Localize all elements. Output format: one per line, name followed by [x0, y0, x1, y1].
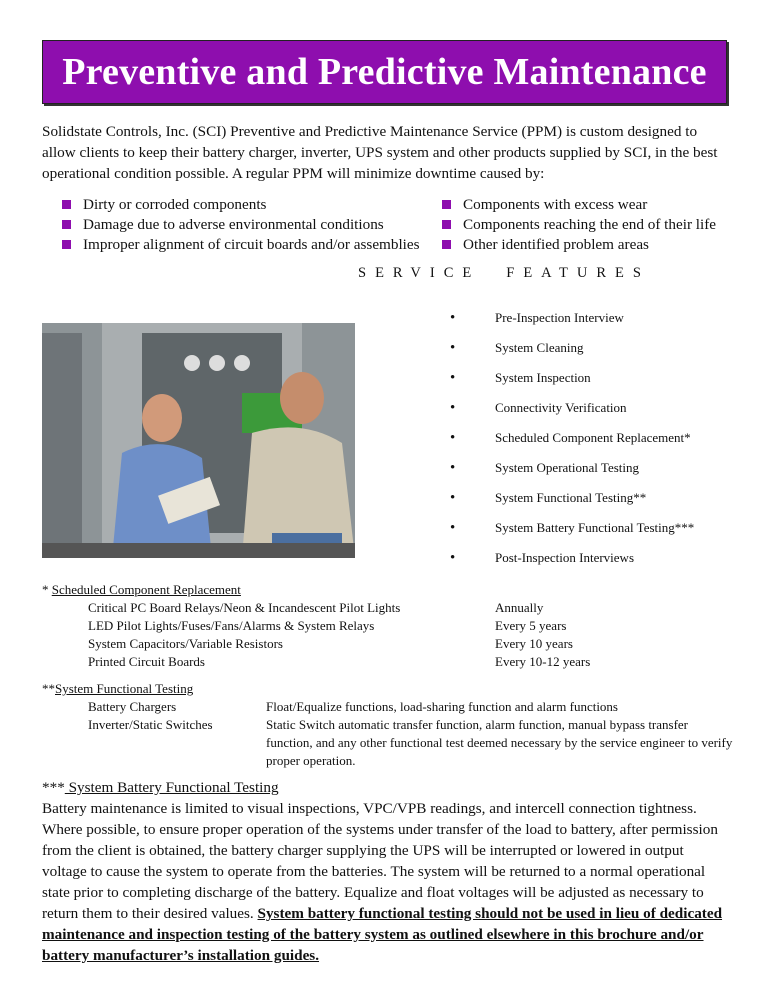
- functional-item: Inverter/Static Switches: [88, 717, 213, 732]
- title-banner: [42, 40, 727, 104]
- footnote-title: Scheduled Component Replacement: [51, 582, 241, 597]
- feature-item: [450, 303, 694, 333]
- battery-heading: [42, 777, 732, 798]
- feature-item: [450, 333, 694, 363]
- heading-word: SERVICE: [358, 265, 481, 281]
- list-item: Damage due to adverse environmental conditions: [60, 215, 420, 235]
- bullet-icon: •: [450, 549, 456, 566]
- component: System Capacitors/Variable Resistors: [88, 636, 283, 651]
- list-item: Improper alignment of circuit boards and/or assemblies: [60, 235, 420, 255]
- heading-word: FEATURES: [506, 265, 650, 281]
- component: LED Pilot Lights/Fuses/Fans/Alarms & System Relays: [88, 618, 375, 633]
- bullet-icon: •: [450, 369, 456, 386]
- feature-label: System Battery Functional Testing***: [495, 520, 695, 535]
- feature-item: [450, 513, 694, 543]
- interval: Every 10 years: [495, 636, 573, 651]
- bullet-icon: •: [450, 309, 456, 326]
- footnote-marker: **: [42, 681, 55, 696]
- replacement-row: [88, 653, 590, 671]
- replacement-row: [88, 635, 590, 653]
- battery-emphasis: System battery functional testing should not be used in lieu of dedicated maintenance and inspection testing of the battery system as outlined elsewhere in this brochure and/or battery manufacturer’s installation guides.: [42, 905, 723, 964]
- replacement-row: [88, 617, 590, 635]
- feature-item: [450, 543, 694, 573]
- bullet-icon: •: [450, 429, 456, 446]
- bullet-icon: •: [450, 519, 456, 536]
- feature-label: Scheduled Component Replacement*: [495, 430, 691, 445]
- causes-list-right: [440, 195, 716, 255]
- battery-body: Battery maintenance is limited to visual inspections, VPC/VPB readings, and intercell connection tightness. Where possible, to ensure proper operation of the systems under transfer of the load to battery, after permission from the client is obtained, the battery charger supplying the UPS will be interrupted or lowered in output voltage to cause the system to operate from the batteries. The system will be returned to a normal operational state prior to completing discharge of the battery. Equalize and float voltages will be adjusted as necessary to return them to their desired values.: [42, 800, 718, 922]
- feature-label: Pre-Inspection Interview: [495, 310, 624, 325]
- bullet-icon: •: [450, 339, 456, 356]
- feature-label: Post-Inspection Interviews: [495, 550, 635, 565]
- replacement-heading: [42, 581, 241, 599]
- interval: Annually: [495, 600, 544, 615]
- page-title: Preventive and Predictive Maintenance: [62, 51, 707, 93]
- footnote-marker: ***: [42, 779, 65, 796]
- bullet-icon: •: [450, 459, 456, 476]
- feature-label: System Functional Testing**: [495, 490, 647, 505]
- technicians-photo: [42, 323, 355, 558]
- replacement-table: [88, 599, 590, 671]
- footnote-title: System Functional Testing: [55, 681, 194, 696]
- interval: Every 10-12 years: [495, 654, 591, 669]
- features-heading: [358, 265, 650, 282]
- feature-label: System Cleaning: [495, 340, 584, 355]
- feature-label: System Inspection: [495, 370, 591, 385]
- bullet-icon: •: [450, 489, 456, 506]
- list-item: Other identified problem areas: [440, 235, 716, 255]
- functional-heading: [42, 680, 193, 698]
- interval: Every 5 years: [495, 618, 567, 633]
- feature-item: [450, 363, 694, 393]
- feature-item: [450, 453, 694, 483]
- functional-desc: Float/Equalize functions, load-sharing function and alarm functions: [266, 699, 618, 714]
- battery-testing-section: [42, 777, 732, 966]
- replacement-row: [88, 599, 590, 617]
- feature-label: System Operational Testing: [495, 460, 639, 475]
- footnote-title: System Battery Functional Testing: [64, 779, 279, 796]
- feature-item: [450, 423, 694, 453]
- causes-list-left: [60, 195, 420, 255]
- feature-item: [450, 393, 694, 423]
- functional-desc: Static Switch automatic transfer function, alarm function, manual bypass transfer function, and any other functional test deemed necessary by the service engineer to verify proper operation.: [266, 717, 733, 768]
- photo-illustration: [42, 323, 355, 558]
- footnote-marker: *: [42, 582, 52, 597]
- list-item: Components reaching the end of their life: [440, 215, 716, 235]
- bullet-icon: •: [450, 399, 456, 416]
- feature-label: Connectivity Verification: [495, 400, 627, 415]
- features-list: [450, 303, 694, 573]
- functional-item: Battery Chargers: [88, 699, 177, 714]
- list-item: Components with excess wear: [440, 195, 716, 215]
- feature-item: [450, 483, 694, 513]
- list-item: Dirty or corroded components: [60, 195, 420, 215]
- intro-paragraph: Solidstate Controls, Inc. (SCI) Preventive and Predictive Maintenance Service (PPM) is custom designed to allow clients to keep their battery charger, inverter, UPS system and other products supplied by SCI, in the best operational condition possible. A regular PPM will minimize downtime caused by:: [42, 123, 718, 182]
- component: Printed Circuit Boards: [88, 654, 205, 669]
- component: Critical PC Board Relays/Neon & Incandescent Pilot Lights: [88, 600, 401, 615]
